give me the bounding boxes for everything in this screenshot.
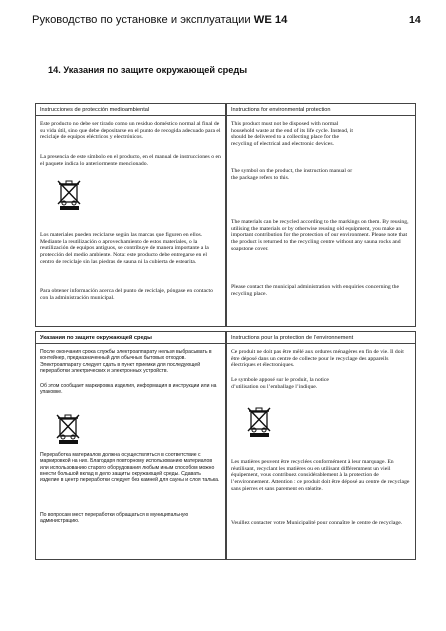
header-model: WE 14: [253, 14, 288, 26]
box-spanish-p4: Para obtener información acerca del punto de reciclaje, póngase en contacto con la administración municipal.: [40, 288, 213, 301]
box-english-p1: This product must not be disposed with normal household waste at the end of its life cycle. Instead, it should be delivered to a collecting place for the recycling of electrical and electronic devices.: [231, 121, 353, 148]
crossed-out-wheelie-bin-icon: [57, 177, 83, 211]
page-header-title: [32, 14, 287, 26]
box-russian-p4: По вопросам мест переработки обращаться в муниципальную администрацию.: [40, 512, 189, 525]
box-english-p3: The materials can be recycled according to the markings on them. By reusing, utilising the materials or by otherwise reusing old equipment, you make an important contribution for the protection of our environment. Please note that the product is returned to the recycling centre without any sauna rocks and soapstone cover.: [231, 219, 409, 252]
box-french-p1: Ce produit ne doit pas être mêlé aux ordures ménagères en fin de vie. Il doit être déposé dans un centre de collecte pour le recyclage des appareils électriques et électroniques.: [231, 349, 404, 369]
box-english: [226, 103, 416, 327]
header-title-text: Руководство по установке и эксплуатации: [32, 14, 251, 26]
box-spanish-title: Instrucciones de protección medioambiental: [36, 104, 225, 116]
page-number: 14: [409, 14, 421, 26]
box-spanish-p2: La presencia de este símbolo en el producto, en el manual de instrucciones o en el paquete indica lo anteriormente mencionado.: [40, 154, 221, 167]
crossed-out-wheelie-bin-icon: [56, 411, 82, 445]
box-french-p4: Veuillez contacter votre Municipalité pour connaître le centre de recyclage.: [231, 520, 403, 526]
box-english-p4: Please contact the municipal administration with enquiries concerning the recycling place.: [231, 284, 400, 297]
section-title: 14. Указания по защите окружающей среды: [48, 65, 248, 75]
box-spanish-p3: Los materiales pueden reciclarse según las marcas que figuren en ellos. Mediante la reutilización o aprovechamiento de estos materiales, o la reutilización de equipos antiguos, se contribuye de manera importante a la protección del medio ambiente. Nota: este producto debe entregarse en el centro de reciclaje sin las piedras de sauna ni la cubierta de estearita.: [40, 232, 209, 265]
box-russian-p1: После окончания срока службы электроаппарату нельзя выбрасывать в контейнер, предназначенный для обычных бытовых отходов. Электроаппарату следует сдать в пункт приемки для последующей переработки электрических и электронных устройств.: [40, 349, 212, 374]
box-russian-p2: Об этом сообщает маркировка изделия, информация в инструкции или на упаковке.: [40, 383, 217, 396]
box-french-p3: Les matières peuvent être recyclées conformément à leur marquage. En réutilisant, recyclant les matières ou en utilisant différemment un vieil équipement, vous contribuez considérablement à la protection de l’environnement. Attention : ce produit doit être déposé au centre de recyclage sans pierres et sans parement en stéatite.: [231, 459, 410, 492]
box-french: [226, 331, 416, 560]
box-russian-title: Указания по защите окружающей среды: [36, 332, 225, 344]
box-english-title: Instructions for environmental protection: [227, 104, 415, 116]
box-french-title: Instructions pour la protection de l’environnement: [227, 332, 415, 344]
box-russian: [35, 331, 226, 560]
box-spanish: [35, 103, 226, 327]
box-english-p2: The symbol on the product, the instruction manual or the package refers to this.: [231, 168, 353, 181]
crossed-out-wheelie-bin-icon: [247, 404, 273, 438]
box-russian-p3: Переработка материалов должна осуществляться в соответствие с маркировкой на них. Благодаря повторному использованию материалов или использованию старого оборудования любым иным способом можно внести большой вклад в дело защиты окружающей среды. Сдавать изделие в центр переработки следует без камней для сауны и слоя талька.: [40, 452, 220, 484]
box-spanish-p1: Este producto no debe ser tirado como un residuo doméstico normal al final de su vida útil, sino que debe depositarse en el punto de recogida adecuado para el reciclaje de equipos eléctricos y electrónicos.: [40, 121, 221, 141]
box-french-p2: Le symbole apposé sur le produit, la notice d’utilisation ou l’emballage l’indique.: [231, 377, 329, 390]
